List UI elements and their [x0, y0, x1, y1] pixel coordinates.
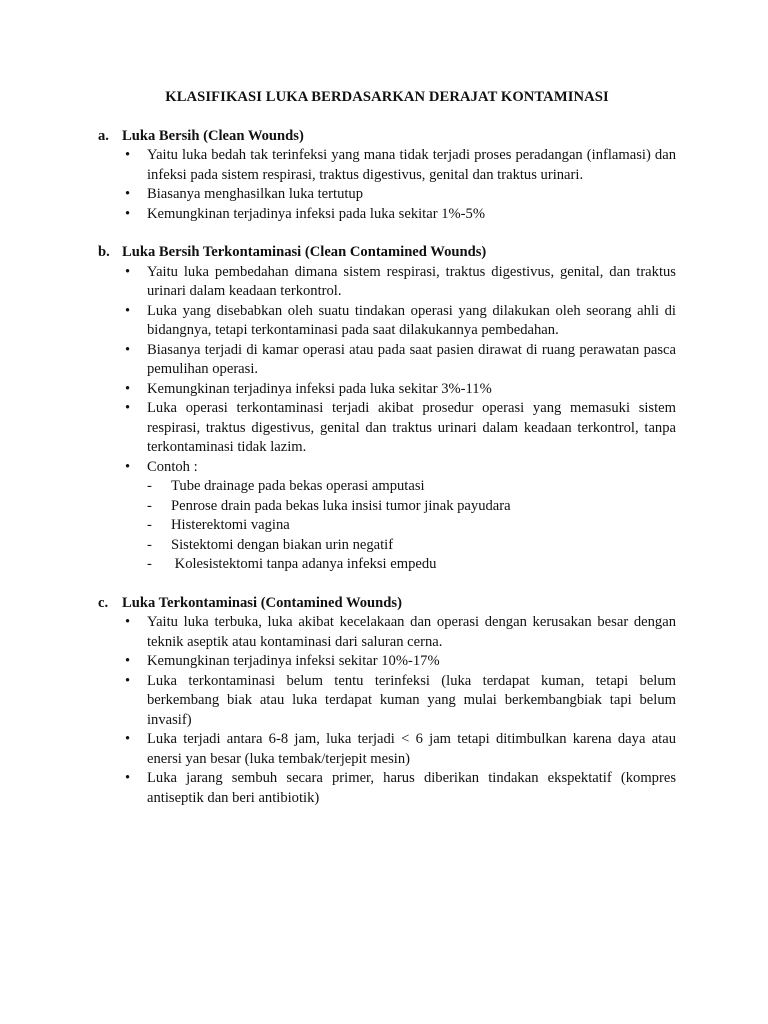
bullet-text: Luka yang disebabkan oleh suatu tindakan operasi yang dilakukan oleh seorang ahli di bidangnya, tetapi terkontaminasi pada saat dilakukannya pembedahan. [147, 302, 676, 338]
dash-icon: - [147, 478, 152, 494]
bullet-item [122, 185, 676, 205]
example-item [147, 497, 676, 517]
bullet-item [122, 399, 676, 458]
bullet-icon: • [125, 341, 131, 358]
document-title: KLASIFIKASI LUKA BERDASARKAN DERAJAT KONTAMINASI [165, 89, 609, 105]
bullet-body [147, 205, 676, 225]
section-heading-text: Luka Bersih (Clean Wounds) [122, 127, 304, 144]
bullet-item [122, 652, 676, 672]
example-item [147, 477, 676, 497]
bullet-icon: • [125, 263, 131, 280]
bullet-body [147, 399, 676, 458]
example-text: Histerektomi vagina [171, 517, 290, 533]
bullet-icon: • [125, 380, 131, 397]
example-text: Sistektomi dengan biakan urin negatif [171, 536, 394, 553]
dash-icon: - [147, 556, 152, 572]
bullet-text: Biasanya terjadi di kamar operasi atau pada saat pasien dirawat di ruang perawatan pasca pemulihan operasi. [147, 341, 676, 377]
example-item [147, 555, 676, 575]
dash-icon: - [147, 536, 152, 553]
bullet-icon: • [125, 302, 131, 319]
bullet-body [147, 302, 676, 341]
bullet-icon: • [125, 458, 131, 475]
bullet-item [122, 613, 676, 652]
section-heading-text: Luka Terkontaminasi (Contamined Wounds) [122, 594, 402, 611]
bullet-body [147, 730, 676, 769]
example-text: Penrose drain pada bekas luka insisi tumor jinak payudara [171, 497, 511, 514]
bullet-icon: • [125, 653, 131, 669]
example-item [147, 536, 676, 556]
bullet-icon: • [125, 770, 131, 786]
dash-icon: - [147, 497, 152, 514]
bullet-text: Luka operasi terkontaminasi terjadi akibat prosedur operasi yang memasuki sistem respirasi, traktus digestivus, genital dan traktus urinari dalam keadaan terkontrol, tanpa terkontaminasi tidak lazim. [147, 400, 676, 455]
bullet-item [122, 769, 676, 808]
bullet-item [122, 205, 676, 225]
bullet-body [147, 613, 676, 652]
bullet-body [147, 146, 676, 185]
section-heading [98, 594, 676, 614]
bullet-item [122, 341, 676, 380]
bullet-text: Luka terjadi antara 6-8 jam, luka terjadi < 6 jam tetapi ditimbulkan karena daya atau enersi yan besar (luka tembak/terjepit mesin) [147, 731, 676, 767]
bullet-text: Kemungkinan terjadinya infeksi pada luka sekitar 1%-5% [147, 205, 485, 222]
bullet-body [147, 380, 676, 400]
section [98, 127, 676, 225]
bullet-body [147, 652, 676, 672]
bullet-icon: • [125, 731, 131, 747]
bullet-text: Luka jarang sembuh secara primer, harus diberikan tindakan ekspektatif (kompres antiseptik dan beri antibiotik) [147, 770, 676, 806]
section-heading [98, 243, 676, 263]
example-text: Tube drainage pada bekas operasi amputasi [171, 478, 425, 494]
dash-icon: - [147, 517, 152, 533]
bullet-text: Kemungkinan terjadinya infeksi pada luka sekitar 3%-11% [147, 380, 492, 397]
bullet-item [122, 146, 676, 185]
bullet-icon: • [125, 205, 131, 222]
bullet-item [122, 263, 676, 302]
bullet-item [122, 672, 676, 731]
bullet-text: Luka terkontaminasi belum tentu terinfeksi (luka terdapat kuman, tetapi belum berkembang biak atau luka terdapat kuman yang mulai berkembangbiak tapi belum invasif) [147, 672, 676, 728]
bullet-body [147, 341, 676, 380]
section-heading [98, 127, 676, 147]
bullet-list [98, 613, 676, 808]
bullet-list [98, 146, 676, 224]
bullet-body [147, 672, 676, 731]
bullet-body [147, 458, 676, 575]
section [98, 243, 676, 575]
section-letter: c. [98, 594, 109, 611]
bullet-icon: • [125, 400, 131, 416]
section-letter: b. [98, 244, 110, 260]
bullet-text: Yaitu luka pembedahan dimana sistem respirasi, traktus digestivus, genital, dan traktus urinari dalam keadaan terkontrol. [147, 263, 676, 299]
bullet-icon: • [125, 147, 131, 163]
bullet-item [122, 302, 676, 341]
bullet-icon: • [125, 186, 131, 202]
bullet-text: Yaitu luka bedah tak terinfeksi yang mana tidak terjadi proses peradangan (inflamasi) dan infeksi pada sistem respirasi, traktus digestivus, genital dan traktus urinari. [147, 147, 676, 183]
bullet-body [147, 185, 676, 205]
bullet-item [122, 380, 676, 400]
example-text: Kolesistektomi tanpa adanya infeksi empedu [171, 556, 437, 572]
bullet-body [147, 769, 676, 808]
bullet-icon: • [125, 672, 131, 689]
sections-container [98, 127, 676, 809]
bullet-text: Yaitu luka terbuka, luka akibat kecelakaan dan operasi dengan kerusakan besar dengan teknik aseptik atau kontaminasi dari saluran cerna. [147, 614, 676, 650]
example-list [147, 477, 676, 575]
section [98, 594, 676, 809]
bullet-list [98, 263, 676, 575]
section-letter: a. [98, 127, 109, 144]
bullet-text: Biasanya menghasilkan luka tertutup [147, 186, 364, 202]
bullet-icon: • [125, 614, 131, 630]
bullet-text: Contoh : [147, 458, 198, 475]
example-item [147, 516, 676, 536]
bullet-item [122, 730, 676, 769]
bullet-item [122, 458, 676, 575]
bullet-body [147, 263, 676, 302]
bullet-text: Kemungkinan terjadinya infeksi sekitar 10%-17% [147, 653, 440, 669]
section-heading-text: Luka Bersih Terkontaminasi (Clean Contamined Wounds) [122, 244, 487, 260]
